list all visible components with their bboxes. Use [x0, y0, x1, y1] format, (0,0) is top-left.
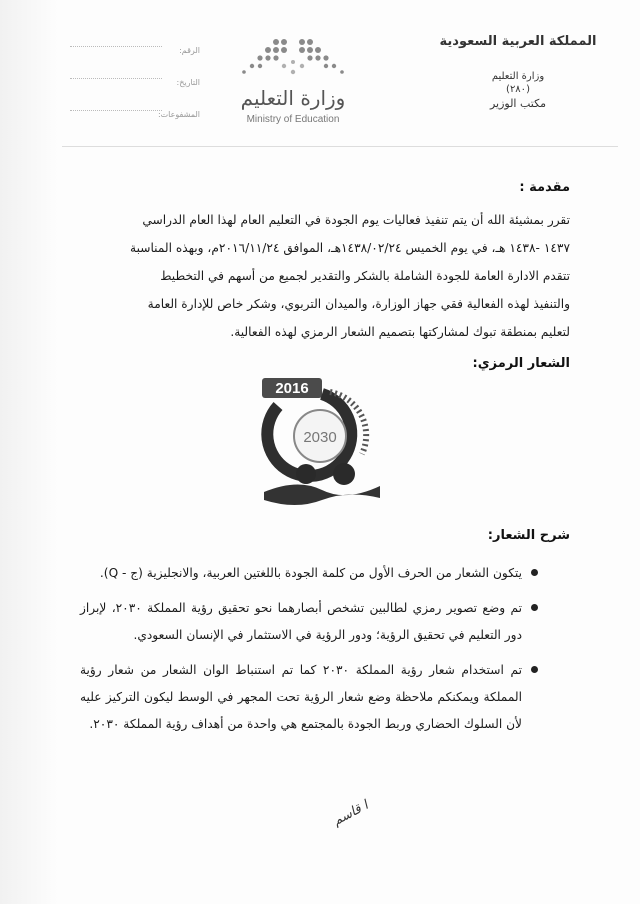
header-right-block	[418, 34, 618, 110]
handwritten-signature: ا قاسم	[330, 798, 371, 829]
ministry-logo-dots-icon	[218, 34, 368, 86]
attachments-field-label: المشفوعات:	[157, 110, 200, 119]
bullet-text: تم وضع تصوير رمزي لطالبين تشخص أبصارهما نحو تحقيق رؤية المملكة ٢٠٣٠، لإبراز دور التعليم في تحقيق الرؤية؛ ودور الرؤية في الاستثمار في الإنسان السعودي.	[80, 601, 522, 642]
logo-heading: الشعار الرمزي:	[472, 356, 570, 371]
bullet-text: تم استخدام شعار رؤية المملكة ٢٠٣٠ كما تم استنباط الوان الشعار من شعار رؤية المملكة ويمكنكم ملاحظة وضع شعار الرؤية تحت المجهر في الوسط ليكون التركيز عليه لأن السلوك الحضاري وربط الجودة بالمجتمع هي واحدة من أهداف رؤية المملكة ٢٠٣٠.	[80, 663, 522, 731]
list-item	[80, 560, 522, 587]
logo-vision: 2030	[303, 429, 337, 446]
date-field	[70, 70, 200, 88]
bullet-icon	[531, 569, 538, 576]
intro-line: تقرر بمشيئة الله أن يتم تنفيذ فعاليات يوم الجودة في التعليم العام لهذا العام الدراسي	[142, 213, 570, 227]
logo-name-arabic: وزارة التعليم	[240, 86, 346, 110]
quality-day-logo	[258, 374, 386, 506]
list-item	[80, 657, 522, 738]
number-field-label: الرقم:	[179, 46, 200, 55]
attachments-field	[70, 102, 200, 120]
ministry-name: وزارة التعليم	[491, 71, 545, 82]
number-field	[70, 38, 200, 56]
header-fields	[70, 38, 200, 134]
bullet-text: يتكون الشعار من الحرف الأول من كلمة الجودة باللغتين العربية، والانجليزية (ج - Q).	[99, 566, 522, 580]
explanation-heading: شرح الشعار:	[487, 528, 570, 543]
office-name: مكتب الوزير	[489, 97, 547, 110]
date-field-label: التاريخ:	[176, 78, 200, 87]
intro-line: تتقدم الادارة العامة للجودة الشاملة بالشكر والتقدير لجميع من أسهم في التخطيط	[160, 269, 570, 283]
document-number: (٢٨٠)	[506, 84, 530, 95]
ministry-logo	[218, 34, 368, 134]
logo-year: 2016	[275, 380, 309, 397]
intro-paragraph	[84, 206, 570, 346]
explanation-list	[80, 560, 522, 746]
intro-line: والتنفيذ لهذه الفعالية فقي جهاز الوزارة، والميدان التربوي، وشكر خاص للإدارة العامة	[147, 297, 570, 311]
scan-edge-shadow	[0, 0, 58, 904]
bullet-icon	[531, 604, 538, 611]
quality-day-emblem-icon	[258, 374, 386, 506]
kingdom-title: المملكة العربية السعودية	[439, 34, 597, 49]
logo-name-english: Ministry of Education	[246, 114, 340, 125]
intro-heading: مقدمة :	[519, 180, 570, 195]
bullet-icon	[531, 666, 538, 673]
intro-line: لتعليم بمنطقة تبوك لمشاركتها بتصميم الشعار الرمزي لهذه الفعالية.	[230, 325, 570, 339]
intro-line: ١٤٣٧ -١٤٣٨ هـ، في يوم الخميس ١٤٣٨/٠٢/٢٤هـ، الموافق ٢٠١٦/١١/٢٤م، وبهذه المناسبة	[130, 241, 570, 255]
header-divider	[62, 146, 618, 147]
list-item	[80, 595, 522, 649]
